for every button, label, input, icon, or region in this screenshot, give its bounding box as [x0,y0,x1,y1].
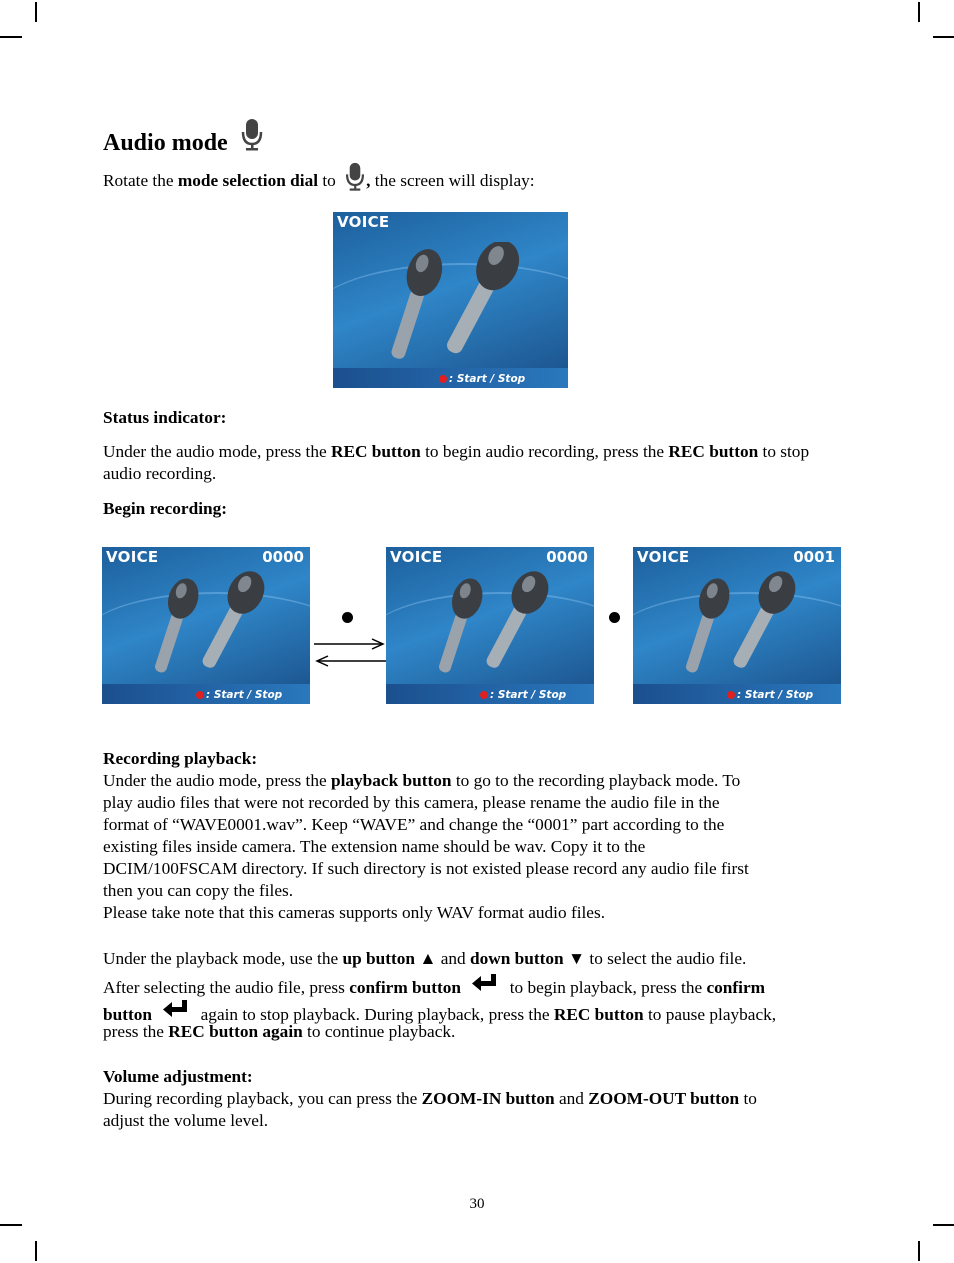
playback-line: DCIM/100FSCAM directory. If such directory is not existed please record any audio file first [103,859,749,878]
section-heading: Status indicator: [103,408,227,427]
screen-title: VOICE [106,548,159,566]
screen-footer-text: : Start / Stop [727,689,813,701]
crop-mark [918,1241,920,1261]
screen-title: VOICE [337,213,390,231]
microphone-icon [240,118,264,159]
record-dot-icon [342,612,353,623]
page-title-text: Audio mode [103,130,228,156]
voice-screen-main [333,212,568,388]
page-number: 30 [469,1196,485,1212]
record-dot-icon [480,691,488,699]
volume-line: adjust the volume level. [103,1111,269,1130]
section-heading: Recording playback: [103,749,258,768]
record-dot-icon [727,691,735,699]
microphones-illustration [388,242,528,367]
section-heading: Volume adjustment: [103,1067,253,1086]
screen-footer-text: : Start / Stop [196,689,282,701]
crop-mark [933,1224,954,1226]
crop-mark [0,36,22,38]
screen-title: VOICE [637,548,690,566]
intro-line [103,162,535,198]
voice-screen-1 [102,547,310,704]
crop-mark [35,2,37,22]
screen-counter: 0000 [262,548,304,566]
screen-counter: 0000 [546,548,588,566]
nav-line: button again to stop playback. During playback, press the REC button to pause playback, [103,999,776,1027]
playback-line: Under the audio mode, press the playback button to go to the recording playback mode. To [103,771,741,790]
volume-line: During recording playback, you can press the ZOOM-IN button and ZOOM-OUT button to [103,1089,757,1108]
nav-line: After selecting the audio file, press confirm button to begin playback, press the confirm [103,973,765,1001]
microphones-illustration [436,571,556,681]
intro-text: to [318,171,341,190]
screen-footer-text: : Start / Stop [480,689,566,701]
voice-screen-3 [633,547,841,704]
record-dot-icon [609,612,620,623]
arrow-left-icon [314,655,386,667]
microphones-illustration [152,571,272,681]
nav-line: Under the playback mode, use the up button ▲ and down button ▼ to select the audio file. [103,949,747,968]
record-dot-icon [196,691,204,699]
arrow-right-icon [314,638,386,650]
playback-line: play audio files that were not recorded by this camera, please rename the audio file in the [103,793,720,812]
playback-line: Please take note that this cameras supports only WAV format audio files. [103,903,606,922]
intro-comma: , [366,171,371,190]
crop-mark [918,2,920,22]
crop-mark [0,1224,22,1226]
record-dot-icon [439,375,447,383]
microphones-illustration [683,571,803,681]
intro-text: Rotate the [103,171,178,190]
intro-bold: mode selection dial [177,171,319,190]
microphone-icon [344,162,366,198]
intro-text: the screen will display: [370,171,535,190]
section-heading: Begin recording: [103,499,227,518]
nav-line: press the REC button again to continue playback. [103,1022,456,1041]
screen-title: VOICE [390,548,443,566]
voice-screen-2 [386,547,594,704]
playback-section [103,748,848,924]
playback-line: format of “WAVE0001.wav”. Keep “WAVE” and change the “0001” part according to the [103,815,725,834]
screen-counter: 0001 [793,548,835,566]
screen-footer-text: : Start / Stop [439,373,525,385]
volume-section [103,1066,848,1132]
playback-line: existing files inside camera. The extension name should be wav. Copy it to the [103,837,646,856]
page-title [103,118,264,159]
status-paragraph: Under the audio mode, press the REC button to begin audio recording, press the REC button to stop audio recording. [103,442,810,483]
crop-mark [35,1241,37,1261]
playback-line: then you can copy the files. [103,881,294,900]
enter-arrow-icon [471,973,499,1001]
crop-mark [933,36,954,38]
